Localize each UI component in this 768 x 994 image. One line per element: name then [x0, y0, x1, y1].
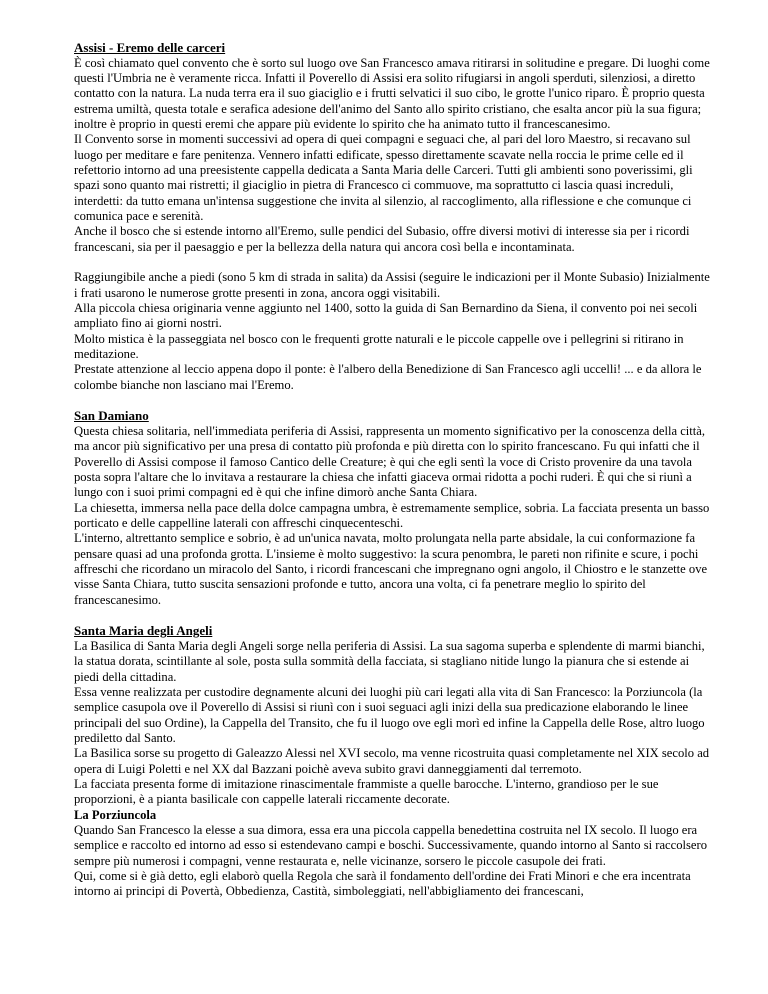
paragraph: Prestate attenzione al leccio appena dopo il ponte: è l'albero della Benedizione di San Francesco agli uccelli! ... e da allora le colombe bianche non lasciano mai l'Eremo.	[74, 362, 702, 392]
paragraph: La Basilica sorse su progetto di Galeazzo Alessi nel XVI secolo, ma venne ricostruita quasi completamente nel XIX secolo ad opera di Luigi Poletti e nel XX dal Bazzani poichè aveva subito gravi danneggiamenti dal terremoto.	[74, 746, 710, 776]
paragraph: Essa venne realizzata per custodire degnamente alcuni dei luoghi più cari legati alla vita di San Francesco: la Porziuncola (la semplice casupola ove il Poverello di Assisi si riunì con i suoi seguaci agli inizi della sua predicazione elaborando le linee principali del suo Ordine), la Cappella del Transito, che fu il luogo ove egli morì ed infine la Cappella delle Rose, altro luogo prediletto dal Santo.	[74, 684, 705, 745]
paragraph: La chiesetta, immersa nella pace della dolce campagna umbra, è estremamente semplice, sobria. La facciata presenta un basso porticato e delle cappelline laterali con affreschi cinquecenteschi.	[74, 500, 710, 530]
section-title: San Damiano	[74, 408, 149, 424]
paragraph: È così chiamato quel convento che è sorto sul luogo ove San Francesco amava ritirarsi in solitudine e pregare. Di luoghi come questi l'Umbria ne è veramente ricca. Infatti il Poverello di Assisi era solito rifugiarsi in angoli sperduti, silenziosi, a diretto contatto con la natura. La nuda terra era il suo giaciglio e i frutti selvatici il suo cibo, le grotte l'unico riparo. È proprio questa estrema umiltà, questa totale e serafica adesione dell'animo del Santo allo spirito cristiano, che esalta ancor più la sua figura; inoltre è proprio in questi eremi che appare più evidente lo spirito che ha animato tutto il francescanesimo.	[74, 55, 710, 131]
paragraph: Questa chiesa solitaria, nell'immediata periferia di Assisi, rappresenta un momento significativo per la conoscenza della città, ma ancor più significativo per una presa di contatto più profonda e più diretta con lo spirito francescano. Fu qui infatti che il Poverello di Assisi compose il famoso Cantico delle Creature; è qui che egli sentì la voce di Cristo provenire da una tavola posta sopra l'altare che lo invitava a restaurare la chiesa che infatti giaceva ormai ridotta a pochi ruderi. È qui che si riunì a lungo con i suoi primi compagni ed è qui che infine dimorò anche Santa Chiara.	[74, 423, 706, 500]
spacer	[74, 393, 714, 408]
section-san-damiano	[74, 408, 714, 608]
paragraph: Alla piccola chiesa originaria venne aggiunto nel 1400, sotto la guida di San Bernardino da Siena, il convento poi nei secoli ampliato fino ai giorni nostri.	[74, 301, 698, 331]
paragraph: La Basilica di Santa Maria degli Angeli sorge nella periferia di Assisi. La sua sagoma superba e splendente di marmi bianchi, la statua dorata, scintillante al sole, posta sulla sommità della facciata, si stagliano nitide lungo la pianura che si estende ai piedi della cittadina.	[74, 638, 705, 684]
subsection-title: La Porziuncola	[74, 807, 157, 822]
paragraph: Il Convento sorse in momenti successivi ad opera di quei compagni e seguaci che, al pari del loro Maestro, si recavano sul luogo per meditare e fare penitenza. Vennero infatti edificate, spesso direttamente scavate nella roccia le prime celle ed il refettorio intorno ad una preesistente cappella dedicata a Santa Maria delle Carceri. Tutti gli ambienti sono poverissimi, gli spazi sono quanto mai ristretti; il giaciglio in pietra di Francesco ci commuove, ma soprattutto ci lascia quasi increduli, interdetti: da tutto emana un'intensa suggestione che invita al silenzio, al raccoglimento, alla riflessione e che comunque ci comunica pace e serenità.	[74, 132, 693, 223]
section-santa-maria-degli-angeli	[74, 623, 714, 899]
paragraph: Quando San Francesco la elesse a sua dimora, essa era una piccola cappella benedettina costruita nel IX secolo. Il luogo era semplice e raccolto ed intorno ad esso si estendevano campi e boschi. Successivamente, quando intorno al Santo si raccolsero sempre più numerosi i compagni, venne restaurata e, nelle vicinanze, sorsero le piccole casupole dei frati.	[74, 823, 707, 868]
paragraph: L'interno, altrettanto semplice e sobrio, è ad un'unica navata, molto prolungata nella parte absidale, la cui conformazione fa pensare quasi ad una profonda grotta. L'insieme è molto suggestivo: la scura penombra, le pareti non rifinite e scure, i pochi affreschi che ricordano un miracolo del Santo, i ricordi francescani che impregnano ogni angolo, il Chiostro e le stanzette ove visse Santa Chiara, tutto suscita sensazioni profonde e tutto, ancora una volta, ci fa penetrare meglio lo spirito del francescanesimo.	[74, 531, 708, 607]
section-eremo-delle-carceri	[74, 40, 714, 393]
paragraph: Anche il bosco che si estende intorno all'Eremo, sulle pendici del Subasio, offre diversi motivi di interesse sia per i ricordi francescani, sia per il paesaggio e per la bellezza della natura qui ancora così bella e incontaminata.	[74, 224, 690, 254]
document-page	[74, 40, 714, 900]
spacer	[74, 608, 714, 623]
section-title: Santa Maria degli Angeli	[74, 623, 213, 639]
paragraph: Raggiungibile anche a piedi (sono 5 km di strada in salita) da Assisi (seguire le indicazioni per il Monte Subasio) Inizialmente i frati usarono le numerose grotte presenti in zona, ancora oggi visitabili.	[74, 270, 710, 300]
paragraph: Qui, come si è già detto, egli elaborò quella Regola che sarà il fondamento dell'ordine dei Frati Minori e che era incentrata intorno ai principi di Povertà, Obbedienza, Castità, simboleggiati, nell'abbigliamento dei francescani,	[74, 869, 691, 899]
section-title: Assisi - Eremo delle carceri	[74, 40, 226, 55]
paragraph: Molto mistica è la passeggiata nel bosco con le frequenti grotte naturali e le piccole cappelle ove i pellegrini si ritirano in meditazione.	[74, 331, 684, 362]
spacer	[74, 255, 714, 270]
paragraph: La facciata presenta forme di imitazione rinascimentale frammiste a quelle barocche. L'interno, grandioso per le sue proporzioni, è a pianta basilicale con cappelle laterali riccamente decorate.	[74, 776, 659, 807]
